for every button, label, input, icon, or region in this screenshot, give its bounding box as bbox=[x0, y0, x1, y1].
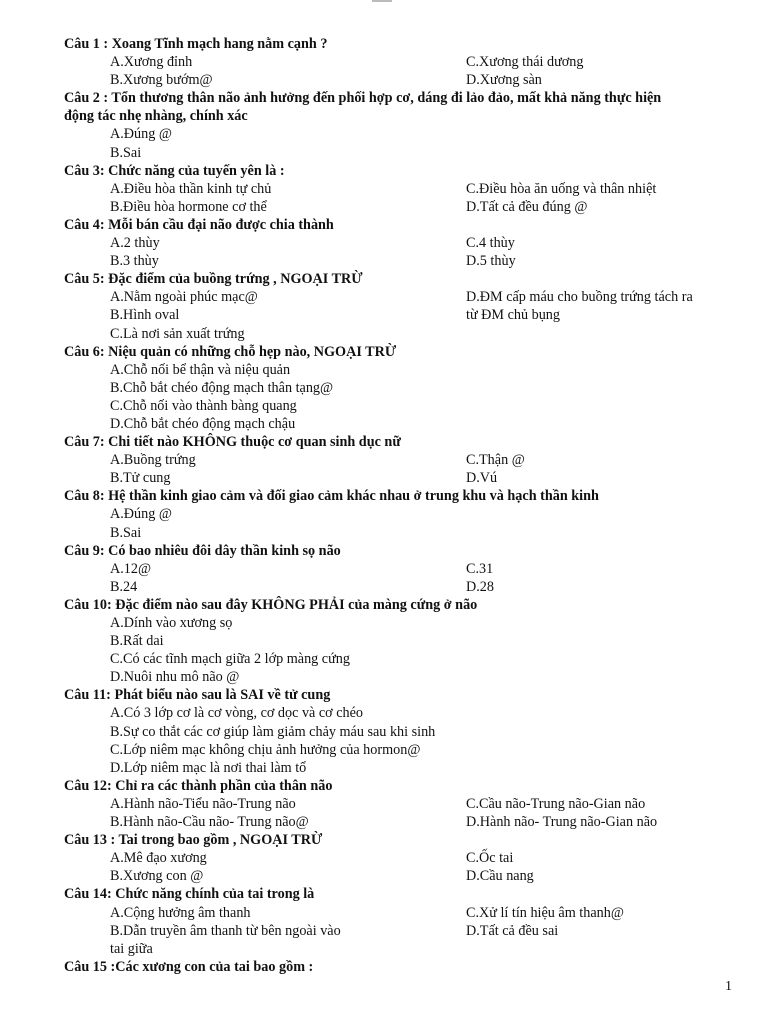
answer-option: C.Là nơi sản xuất trứng bbox=[110, 325, 245, 342]
answer-row bbox=[64, 71, 754, 89]
question-title: Câu 3: Chức năng của tuyến yên là : bbox=[64, 162, 285, 179]
answer-row bbox=[64, 180, 754, 198]
question-title: Câu 5: Đặc điểm của buồng trứng , NGOẠI TRỪ bbox=[64, 271, 363, 288]
answer-option: B.Sự co thắt các cơ giúp làm giảm chảy máu sau khi sinh bbox=[110, 723, 436, 740]
answer-option: D.Hành não- Trung não-Gian não bbox=[466, 814, 658, 831]
answer-option: C.Cầu não-Trung não-Gian não bbox=[466, 795, 646, 812]
answer-option: A.Buồng trứng bbox=[110, 452, 196, 469]
question-title: Câu 7: Chi tiết nào KHÔNG thuộc cơ quan sinh dục nữ bbox=[64, 434, 401, 451]
answer-row bbox=[64, 125, 754, 143]
answer-option: A.Đúng @ bbox=[110, 126, 172, 143]
answer-row bbox=[64, 614, 754, 632]
answer-row bbox=[64, 759, 754, 777]
question-block bbox=[64, 686, 754, 776]
answer-option: B.Chỗ bắt chéo động mạch thân tạng@ bbox=[110, 379, 334, 396]
answer-row bbox=[64, 361, 754, 379]
answer-row bbox=[64, 505, 754, 523]
answer-row bbox=[64, 904, 754, 922]
answer-option: B.Hành não-Cầu não- Trung não@ bbox=[110, 814, 309, 831]
answer-option: A.Cộng hưởng âm thanh bbox=[110, 904, 251, 921]
answer-row bbox=[64, 795, 754, 813]
answer-row bbox=[64, 234, 754, 252]
question-block bbox=[64, 89, 754, 161]
answer-row bbox=[64, 415, 754, 433]
question-title: Câu 10: Đặc điểm nào sau đây KHÔNG PHẢI của màng cứng ở não bbox=[64, 596, 478, 613]
answer-option: A.12@ bbox=[110, 560, 152, 577]
answer-row bbox=[64, 704, 754, 722]
answer-row bbox=[64, 668, 754, 686]
page-number: 1 bbox=[725, 979, 732, 994]
answer-option: D.Nuôi nhu mô não @ bbox=[110, 669, 240, 686]
question-block bbox=[64, 777, 754, 831]
question-title: Câu 11: Phát biểu nào sau là SAI về tử cung bbox=[64, 687, 331, 704]
answer-row bbox=[64, 650, 754, 668]
answer-option: A.Đúng @ bbox=[110, 506, 172, 523]
answer-row bbox=[64, 469, 754, 487]
answer-row bbox=[64, 922, 754, 940]
question-title: Câu 2 : Tổn thương thân não ảnh hưởng đến phối hợp cơ, dáng đi lảo đảo, mất khả năng thực hiện bbox=[64, 90, 662, 107]
question-title: Câu 12: Chỉ ra các thành phần của thân não bbox=[64, 777, 333, 794]
answer-option: tai giữa bbox=[110, 940, 153, 957]
answer-option: từ ĐM chủ bụng bbox=[466, 307, 560, 324]
answer-option: A.Xương đỉnh bbox=[110, 54, 193, 71]
answer-option: D.5 thùy bbox=[466, 253, 516, 270]
question-block bbox=[64, 596, 754, 686]
answer-option: B.Dẫn truyền âm thanh từ bên ngoài vào bbox=[110, 922, 341, 939]
answer-option: A.Hành não-Tiểu não-Trung não bbox=[110, 795, 296, 812]
answer-row bbox=[64, 723, 754, 741]
answer-option: B.Xương con @ bbox=[110, 868, 204, 885]
answer-row bbox=[64, 451, 754, 469]
question-block bbox=[64, 958, 754, 976]
answer-option: C.Lớp niêm mạc không chịu ảnh hưởng của hormon@ bbox=[110, 741, 421, 758]
answer-row bbox=[64, 198, 754, 216]
question-title: Câu 6: Niệu quản có những chỗ hẹp nào, NGOẠI TRỪ bbox=[64, 343, 397, 360]
question-block bbox=[64, 216, 754, 270]
question-title: Câu 9: Có bao nhiêu đôi dây thần kinh sọ não bbox=[64, 542, 341, 559]
answer-row bbox=[64, 524, 754, 542]
answer-option: B.3 thùy bbox=[110, 253, 159, 270]
question-block bbox=[64, 433, 754, 487]
answer-option: C.Xương thái dương bbox=[466, 54, 584, 71]
answer-row bbox=[64, 53, 754, 71]
answer-option: B.Rất dai bbox=[110, 633, 164, 650]
answer-row bbox=[64, 940, 754, 958]
question-block bbox=[64, 885, 754, 957]
answer-option: A.Điều hòa thần kinh tự chủ bbox=[110, 180, 272, 197]
answer-option: D.Cầu nang bbox=[466, 868, 534, 885]
answer-row bbox=[64, 144, 754, 162]
answer-option: D.Vú bbox=[466, 470, 498, 487]
answer-option: D.Tất cả đều sai bbox=[466, 922, 559, 939]
question-block bbox=[64, 162, 754, 216]
question-block bbox=[64, 270, 754, 342]
answer-row bbox=[64, 288, 754, 306]
question-block bbox=[64, 831, 754, 885]
answer-option: C.Có các tĩnh mạch giữa 2 lớp màng cứng bbox=[110, 651, 350, 668]
answer-row bbox=[64, 325, 754, 343]
answer-option: D.Tất cả đều đúng @ bbox=[466, 198, 588, 215]
answer-option: C.Điều hòa ăn uống và thân nhiệt bbox=[466, 180, 657, 197]
answer-row bbox=[64, 252, 754, 270]
answer-option: A.Có 3 lớp cơ là cơ vòng, cơ dọc và cơ chéo bbox=[110, 705, 364, 722]
question-block bbox=[64, 343, 754, 433]
answer-option: B.Tử cung bbox=[110, 470, 171, 487]
answer-option: B.Hình oval bbox=[110, 307, 180, 324]
answer-row bbox=[64, 560, 754, 578]
answer-option: A.Mê đạo xương bbox=[110, 850, 207, 867]
answer-option: A.Dính vào xương sọ bbox=[110, 615, 233, 631]
question-title: Câu 13 : Tai trong bao gồm , NGOẠI TRỪ bbox=[64, 832, 323, 849]
answer-option: B.24 bbox=[110, 578, 138, 595]
answer-option: B.Điều hòa hormone cơ thể bbox=[110, 198, 267, 215]
answer-option: B.Sai bbox=[110, 144, 142, 161]
answer-option: C.Ốc tai bbox=[466, 850, 514, 867]
top-mark bbox=[372, 0, 392, 2]
answer-option: A.2 thùy bbox=[110, 235, 160, 252]
answer-row bbox=[64, 867, 754, 885]
question-title: Câu 1 : Xoang Tĩnh mạch hang nằm cạnh ? bbox=[64, 36, 328, 52]
answer-option: A.Chỗ nối bể thận và niệu quản bbox=[110, 361, 291, 378]
answer-option: C.Xử lí tín hiệu âm thanh@ bbox=[466, 904, 624, 921]
answer-option: D.28 bbox=[466, 578, 494, 595]
answer-row bbox=[64, 741, 754, 759]
answer-row bbox=[64, 306, 754, 324]
question-title: Câu 8: Hệ thần kinh giao cảm và đối giao cảm khác nhau ở trung khu và hạch thần kinh bbox=[64, 488, 599, 505]
answer-option: D.ĐM cấp máu cho buồng trứng tách ra bbox=[466, 289, 693, 306]
answer-option: D.Xương sàn bbox=[466, 72, 542, 89]
answer-row bbox=[64, 397, 754, 415]
answer-row bbox=[64, 379, 754, 397]
question-title-continued: động tác nhẹ nhàng, chính xác bbox=[64, 108, 248, 125]
question-title: Câu 15 :Các xương con của tai bao gồm : bbox=[64, 958, 314, 975]
answer-option: C.Thận @ bbox=[466, 452, 525, 469]
answer-option: C.4 thùy bbox=[466, 235, 515, 252]
answer-option: D.Chỗ bắt chéo động mạch chậu bbox=[110, 415, 296, 432]
question-title: Câu 14: Chức năng chính của tai trong là bbox=[64, 886, 315, 903]
question-block bbox=[64, 35, 754, 89]
question-block bbox=[64, 542, 754, 596]
answer-row bbox=[64, 849, 754, 867]
answer-row bbox=[64, 813, 754, 831]
answer-option: B.Sai bbox=[110, 524, 142, 541]
answer-option: D.Lớp niêm mạc là nơi thai làm tổ bbox=[110, 759, 307, 776]
question-title: Câu 4: Mỗi bán cầu đại não được chia thành bbox=[64, 216, 334, 233]
question-block bbox=[64, 487, 754, 541]
answer-option: C.Chỗ nối vào thành bàng quang bbox=[110, 397, 297, 414]
answer-row bbox=[64, 578, 754, 596]
answer-option: B.Xương bướm@ bbox=[110, 72, 213, 89]
answer-option: C.31 bbox=[466, 560, 494, 577]
answer-row bbox=[64, 632, 754, 650]
answer-option: A.Nằm ngoài phúc mạc@ bbox=[110, 289, 258, 306]
question-list bbox=[64, 35, 754, 976]
